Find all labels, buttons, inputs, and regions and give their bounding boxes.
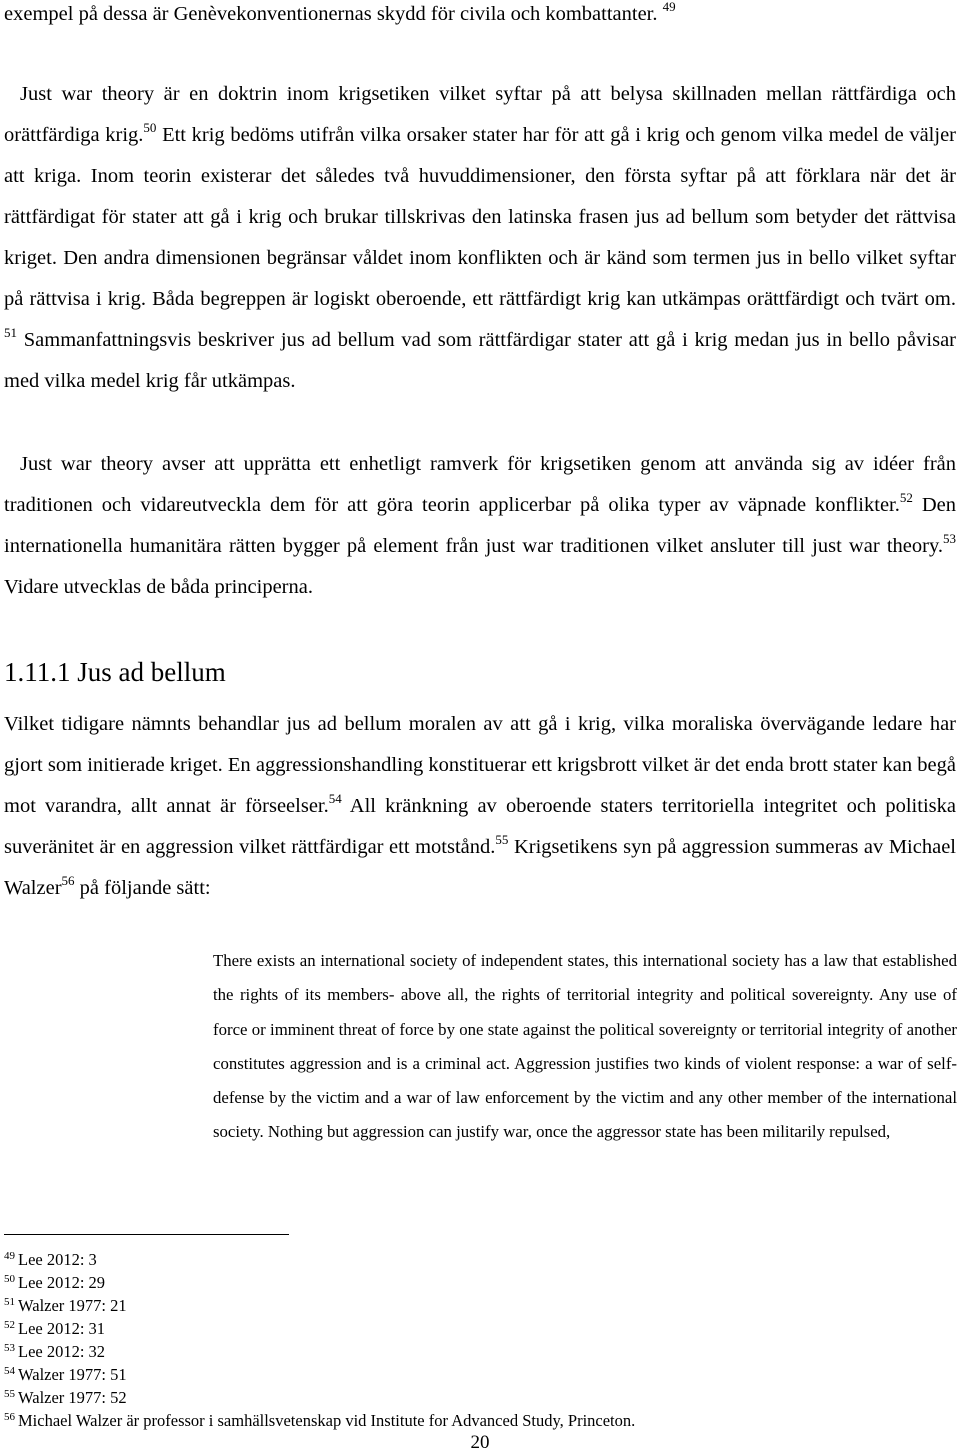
footnote-text: Lee 2012: 32 [18, 1342, 106, 1361]
paragraph-text: Just war theory är en doktrin inom krigsetiken vilket syftar på att belysa skillnaden mellan rättfärdiga och orättfärdiga krig. [4, 83, 956, 146]
paragraph-text: Vidare utvecklas de båda principerna. [4, 576, 313, 598]
paragraph [4, 704, 956, 909]
footnote-reference: 52 [899, 490, 913, 505]
page-number: 20 [470, 1432, 490, 1453]
footnote-number: 53 [4, 1342, 15, 1354]
paragraph-text: Sammanfattningsvis beskriver jus ad bellum vad som rättfärdigar stater att gå i krig medan jus in bello påvisar med vilka medel krig får utkämpas. [4, 329, 956, 392]
footnote-text: Lee 2012: 29 [18, 1273, 106, 1292]
paragraph-text: på följande sätt: [74, 877, 211, 899]
footnote [4, 1271, 635, 1294]
footnote-separator [4, 1234, 289, 1235]
paragraph [4, 74, 956, 402]
footnote [4, 1317, 635, 1340]
footnote-number: 54 [4, 1365, 15, 1377]
paragraph-text: Just war theory avser att upprätta ett enhetligt ramverk för krigsetiken genom att använda sig av idéer från traditionen och vidareutveckla dem för att göra teorin applicerbar på olika typer av väpnade konflikter. [4, 453, 956, 516]
paragraph [4, 444, 956, 608]
footnote-text: Lee 2012: 3 [18, 1250, 97, 1269]
footnote [4, 1248, 635, 1271]
footnote-reference: 53 [943, 531, 956, 546]
paragraph-text: exempel på dessa är Genèvekonventionernas skydd för civila och kombattanter. [4, 3, 663, 25]
footnote-text: Walzer 1977: 51 [18, 1365, 127, 1384]
footnote-number: 50 [4, 1273, 15, 1285]
footnote-text: Lee 2012: 31 [18, 1319, 106, 1338]
footnote-text: Michael Walzer är professor i samhällsvetenskap vid Institute for Advanced Study, Princeton. [18, 1411, 636, 1430]
footnote-number: 56 [4, 1411, 15, 1423]
footnote-number: 49 [4, 1250, 15, 1262]
footnote-list [4, 1248, 635, 1432]
footnote-number: 52 [4, 1319, 15, 1331]
footnote [4, 1409, 635, 1432]
footnote-number: 51 [4, 1296, 15, 1308]
footnote-number: 55 [4, 1388, 15, 1400]
footnote-text: Walzer 1977: 21 [18, 1296, 127, 1315]
footnote-reference: 49 [662, 0, 676, 14]
footnote [4, 1340, 635, 1363]
section-heading: 1.11.1 Jus ad bellum [4, 657, 226, 687]
paragraph-text: Krigsetikens syn på aggression summeras av Michael Walzer [4, 836, 956, 899]
paragraph [4, 0, 956, 35]
block-quote: There exists an international society of independent states, this international society has a law that established the rights of its members- above all, the rights of territorial integrity and political sovereignty. Any use of force or imminent threat of force by one state against the political sovereignty or territorial integrity of another constitutes aggression and is a criminal act. Aggression justifies two kinds of violent response: a war of self-defense by the victim and a war of law enforcement by the victim and any other member of the international society. Nothing but aggression can justify war, once the aggressor state has been militarily repulsed, [213, 951, 957, 1142]
footnote [4, 1386, 635, 1409]
footnote-text: Walzer 1977: 52 [18, 1388, 127, 1407]
footnote-reference: 50 [143, 120, 157, 135]
footnote-reference: 55 [495, 832, 509, 847]
footnote-reference: 56 [61, 873, 75, 888]
paragraph-text: Den internationella humanitära rätten bygger på element från just war traditionen vilket ansluter till just war theory. [4, 494, 956, 557]
paragraph-text: All kränkning av oberoende staters territoriella integritet och politiska suveränitet är en aggression vilket rättfärdigar ett motstånd. [4, 795, 956, 858]
footnote [4, 1294, 635, 1317]
footnote-reference: 51 [4, 325, 17, 340]
paragraph-text: Ett krig bedöms utifrån vilka orsaker stater har för att gå i krig och genom vilka medel de väljer att kriga. Inom teorin existerar det således två huvuddimensioner, den första syftar på att förklara när det är rättfärdigat för stater att gå i krig och brukar tillskrivas den latinska frasen jus ad bellum som betyder det rättvisa kriget. Den andra dimensionen begränsar våldet inom konflikten och är känd som termen jus in bello vilket syftar på rättvisa i krig. Båda begreppen är logiskt oberoende, ett rättfärdigt krig kan utkämpas orättfärdigt och tvärt om. [4, 124, 957, 310]
paragraph-text: Vilket tidigare nämnts behandlar jus ad bellum moralen av att gå i krig, vilka moraliska övervägande ledare har gjort som initierade kriget. En aggressionshandling konstituerar ett krigsbrott vilket är det enda brott stater kan begå mot varandra, allt annat är förseelser. [4, 713, 956, 817]
footnote-reference: 54 [328, 791, 342, 806]
footnote [4, 1363, 635, 1386]
